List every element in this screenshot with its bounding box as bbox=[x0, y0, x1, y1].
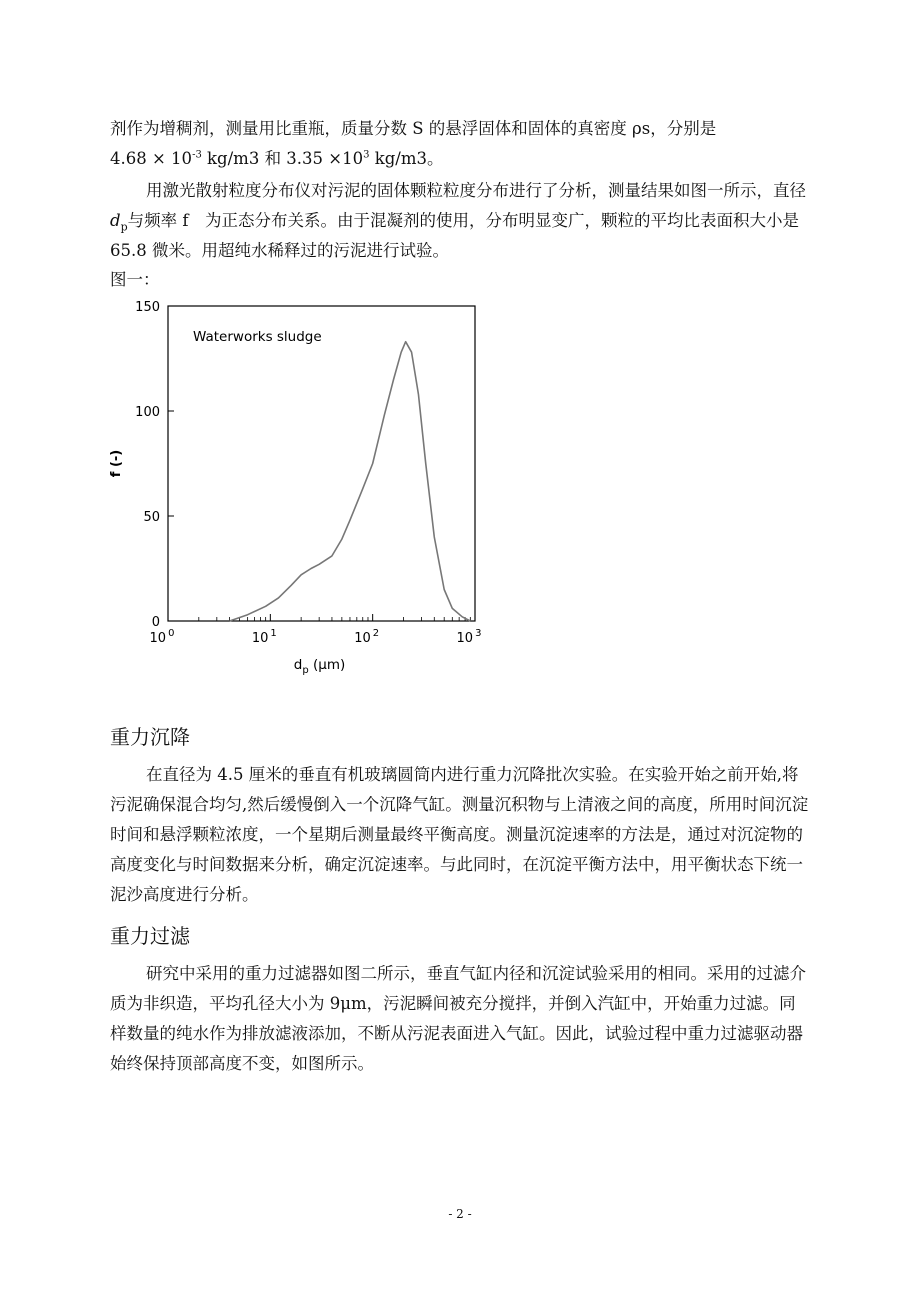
y-tick-label: 100 bbox=[135, 405, 160, 420]
density-exp2: 3 bbox=[363, 149, 370, 161]
plot-frame bbox=[168, 306, 475, 621]
x-tick-label: 10 $^3$ bbox=[456, 628, 482, 646]
particle-text-part2: 与频率 f 为正态分布关系。由于混凝剂的使用，分布明显变广，颗粒的平均比表面积大小是 65.8 微米。用超纯水稀释过的污泥进行试验。 bbox=[110, 211, 799, 260]
x-tick-label: 10 $^0$ bbox=[149, 628, 175, 646]
x-tick-label: 10 $^1$ bbox=[251, 628, 277, 646]
section-title-gravity-filtration: 重力过滤 bbox=[110, 924, 190, 948]
paragraph-density bbox=[110, 114, 810, 174]
particle-text-part1: 用激光散射粒度分布仪对污泥的固体颗粒粒度分布进行了分析，测量结果如图一所示，直径 bbox=[146, 181, 806, 200]
chart-annotation: Waterworks sludge bbox=[193, 329, 322, 345]
section-body-gravity-filtration: 研究中采用的重力过滤器如图二所示，垂直气缸内径和沉淀试验采用的相同。采用的过滤介质为非织造，平均孔径大小为 9μm，污泥瞬间被充分搅拌，并倒入汽缸中，开始重力过滤。同样数量的纯水作为排放滤液添加，不断从污泥表面进入气缸。因此，试验过程中重力过滤驱动器始终保持顶部高度不变，如图所示。 bbox=[110, 964, 806, 1073]
density-unit2: kg/m3。 bbox=[369, 149, 444, 168]
y-tick-label: 0 bbox=[151, 615, 160, 630]
page-number: - 2 - bbox=[448, 1207, 472, 1221]
dp-subscript: p bbox=[120, 220, 128, 234]
density-value1: 4.68 × 10 bbox=[110, 149, 193, 168]
density-exp1: -3 bbox=[192, 149, 202, 161]
paragraph-particle-size bbox=[110, 176, 810, 266]
dp-symbol: d bbox=[110, 211, 121, 230]
figure-1-label: 图一： bbox=[110, 270, 160, 289]
section-title-gravity-settling: 重力沉降 bbox=[110, 725, 190, 749]
particle-size-chart bbox=[100, 292, 520, 682]
density-line1: 剂作为增稠剂，测量用比重瓶，质量分数 S 的悬浮固体和固体的真密度 ρs，分别是 bbox=[110, 119, 717, 138]
y-tick-label: 50 bbox=[143, 510, 160, 525]
x-axis-label: $d_p$ (μm) bbox=[293, 657, 346, 676]
x-tick-label: 10 $^2$ bbox=[354, 628, 380, 646]
density-unit1: kg/m3 和 3.35 ×10 bbox=[201, 149, 364, 168]
section-body-gravity-settling: 在直径为 4.5 厘米的垂直有机玻璃圆筒内进行重力沉降批次实验。在实验开始之前开始,将污泥确保混合均匀,然后缓慢倒入一个沉降气缸。测量沉积物与上清液之间的高度，所用时间沉淀时间和悬浮颗粒浓度，一个星期后测量最终平衡高度。测量沉淀速率的方法是，通过对沉淀物的高度变化与时间数据来分析，确定沉淀速率。与此同时，在沉淀平衡方法中，用平衡状态下统一泥沙高度进行分析。 bbox=[110, 765, 809, 904]
series-line-sludge bbox=[230, 342, 471, 621]
y-axis-label: f (-) bbox=[109, 449, 124, 478]
y-tick-label: 150 bbox=[135, 300, 160, 315]
